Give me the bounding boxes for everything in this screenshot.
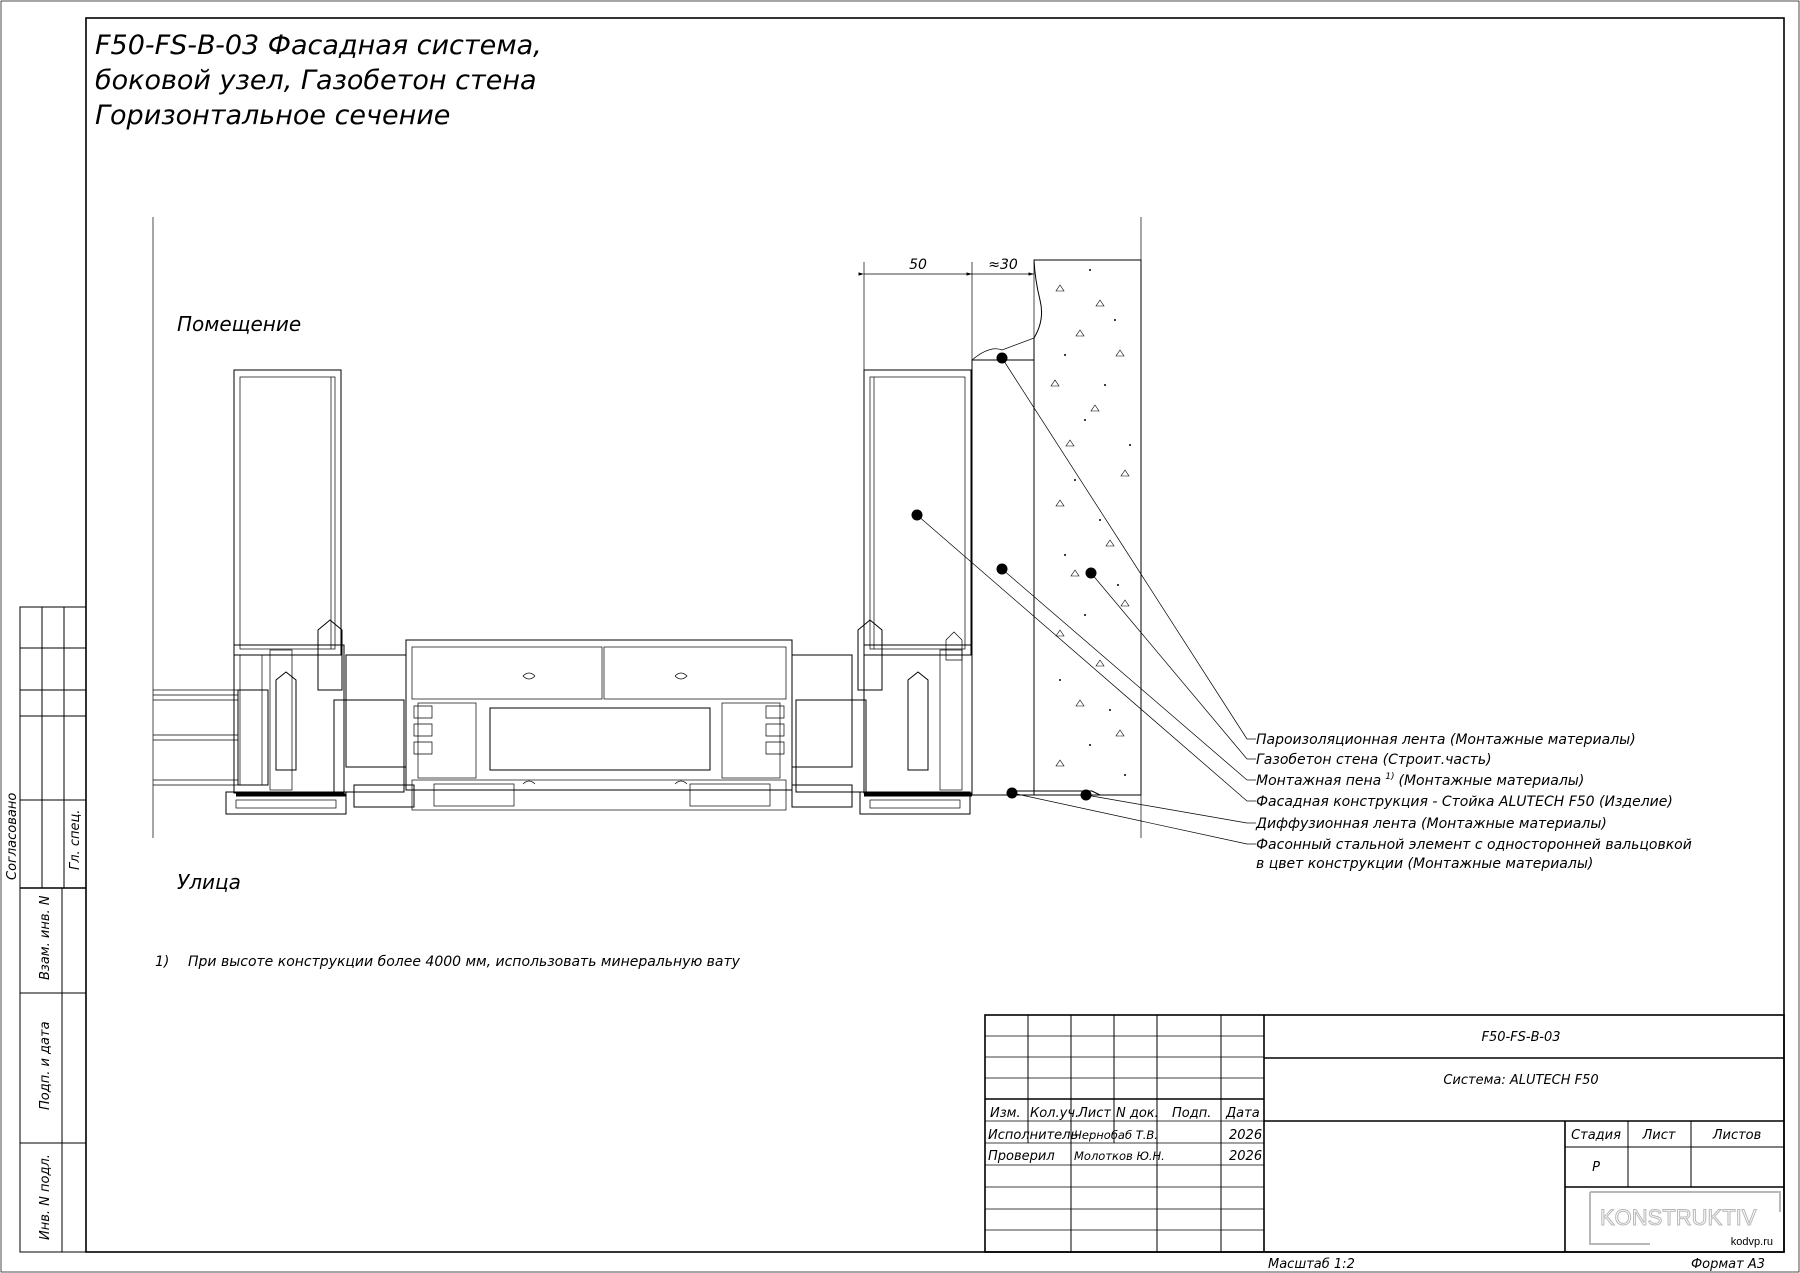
callout-foam-sup: 1) xyxy=(1385,772,1395,782)
callout-foam-tail: (Монтажные материалы) xyxy=(1398,773,1585,789)
tb-role-2: Проверил xyxy=(988,1149,1055,1164)
tb-sheet-label: Лист xyxy=(1642,1128,1676,1143)
callout-diffusion-tape: Диффузионная лента (Монтажные материалы) xyxy=(1256,816,1607,832)
scale-label: Масштаб 1:2 xyxy=(1268,1257,1355,1272)
tb-header-kolуch: Кол.уч. xyxy=(1030,1106,1080,1121)
section-drawing xyxy=(153,217,1256,844)
callout-steel-element-1: Фасонный стальной элемент с односторонней вальцовкой xyxy=(1256,837,1692,853)
tb-header-podp: Подп. xyxy=(1172,1106,1212,1121)
left-glass-unit xyxy=(234,370,341,655)
side-stamp xyxy=(5,607,86,1252)
tb-stage-label: Стадия xyxy=(1571,1128,1621,1143)
dimension-30: ≈30 xyxy=(988,257,1018,273)
tb-role-1: Исполнитель xyxy=(988,1128,1079,1143)
stamp-gl-spec: Гл. спец. xyxy=(68,809,83,870)
label-inside: Помещение xyxy=(177,312,302,336)
callout-facade-mullion: Фасадная конструкция - Стойка ALUTECH F50 (Изделие) xyxy=(1256,794,1673,810)
tb-header-ndok: N док. xyxy=(1116,1106,1159,1121)
tb-header-list: Лист xyxy=(1078,1106,1111,1121)
footnote-text: При высоте конструкции более 4000 мм, использовать минеральную вату xyxy=(188,954,740,970)
tb-code: F50-FS-B-03 xyxy=(1481,1030,1561,1045)
center-profile xyxy=(346,640,852,810)
callout-texts xyxy=(1255,732,1692,872)
stamp-soglasovano: Согласовано xyxy=(5,792,20,880)
stamp-vzam-inv: Взам. инв. N xyxy=(38,895,53,980)
callout-foam-main: Монтажная пена xyxy=(1256,773,1382,789)
title-line-1: F50-FS-B-03 Фасадная система, xyxy=(95,30,542,61)
tb-header-izm: Изм. xyxy=(990,1106,1021,1121)
dimension-50: 50 xyxy=(909,257,927,273)
tb-name-1: Чернобаб Т.В. xyxy=(1074,1128,1158,1142)
footnote-number: 1) xyxy=(155,954,170,970)
tb-date-2: 2026 xyxy=(1229,1149,1263,1164)
stamp-podp-data: Подп. и дата xyxy=(38,1021,53,1110)
aerated-concrete-wall xyxy=(1034,260,1141,795)
tb-sheets-label: Листов xyxy=(1712,1128,1762,1143)
title-line-2: боковой узел, Газобетон стена xyxy=(95,65,537,96)
site-url: kodvp.ru xyxy=(1730,1236,1773,1248)
callout-foam xyxy=(1256,772,1584,789)
callout-leaders xyxy=(912,353,1257,845)
tb-date-1: 2026 xyxy=(1229,1128,1263,1143)
callout-vapor-tape: Пароизоляционная лента (Монтажные материалы) xyxy=(1256,732,1636,748)
tb-name-2: Молотков Ю.Н. xyxy=(1074,1149,1165,1163)
format-label: Формат А3 xyxy=(1690,1257,1765,1272)
tb-stage-value: Р xyxy=(1592,1160,1600,1175)
callout-steel-element-2: в цвет конструкции (Монтажные материалы) xyxy=(1256,856,1594,872)
tb-system: Система: ALUTECH F50 xyxy=(1443,1073,1599,1088)
callout-aerated-wall: Газобетон стена (Строит.часть) xyxy=(1256,752,1492,768)
drawing-title xyxy=(95,30,542,131)
title-block xyxy=(985,1015,1784,1252)
label-outside: Улица xyxy=(177,870,241,894)
dimensions xyxy=(864,257,1034,372)
title-line-3: Горизонтальное сечение xyxy=(95,100,451,131)
tb-header-data: Дата xyxy=(1226,1106,1260,1121)
logo-text: KONSTRUKTIV xyxy=(1600,1205,1757,1230)
left-infill xyxy=(153,690,268,785)
stamp-inv-podl: Инв. N подл. xyxy=(38,1154,53,1240)
mounting-foam xyxy=(972,360,1034,795)
